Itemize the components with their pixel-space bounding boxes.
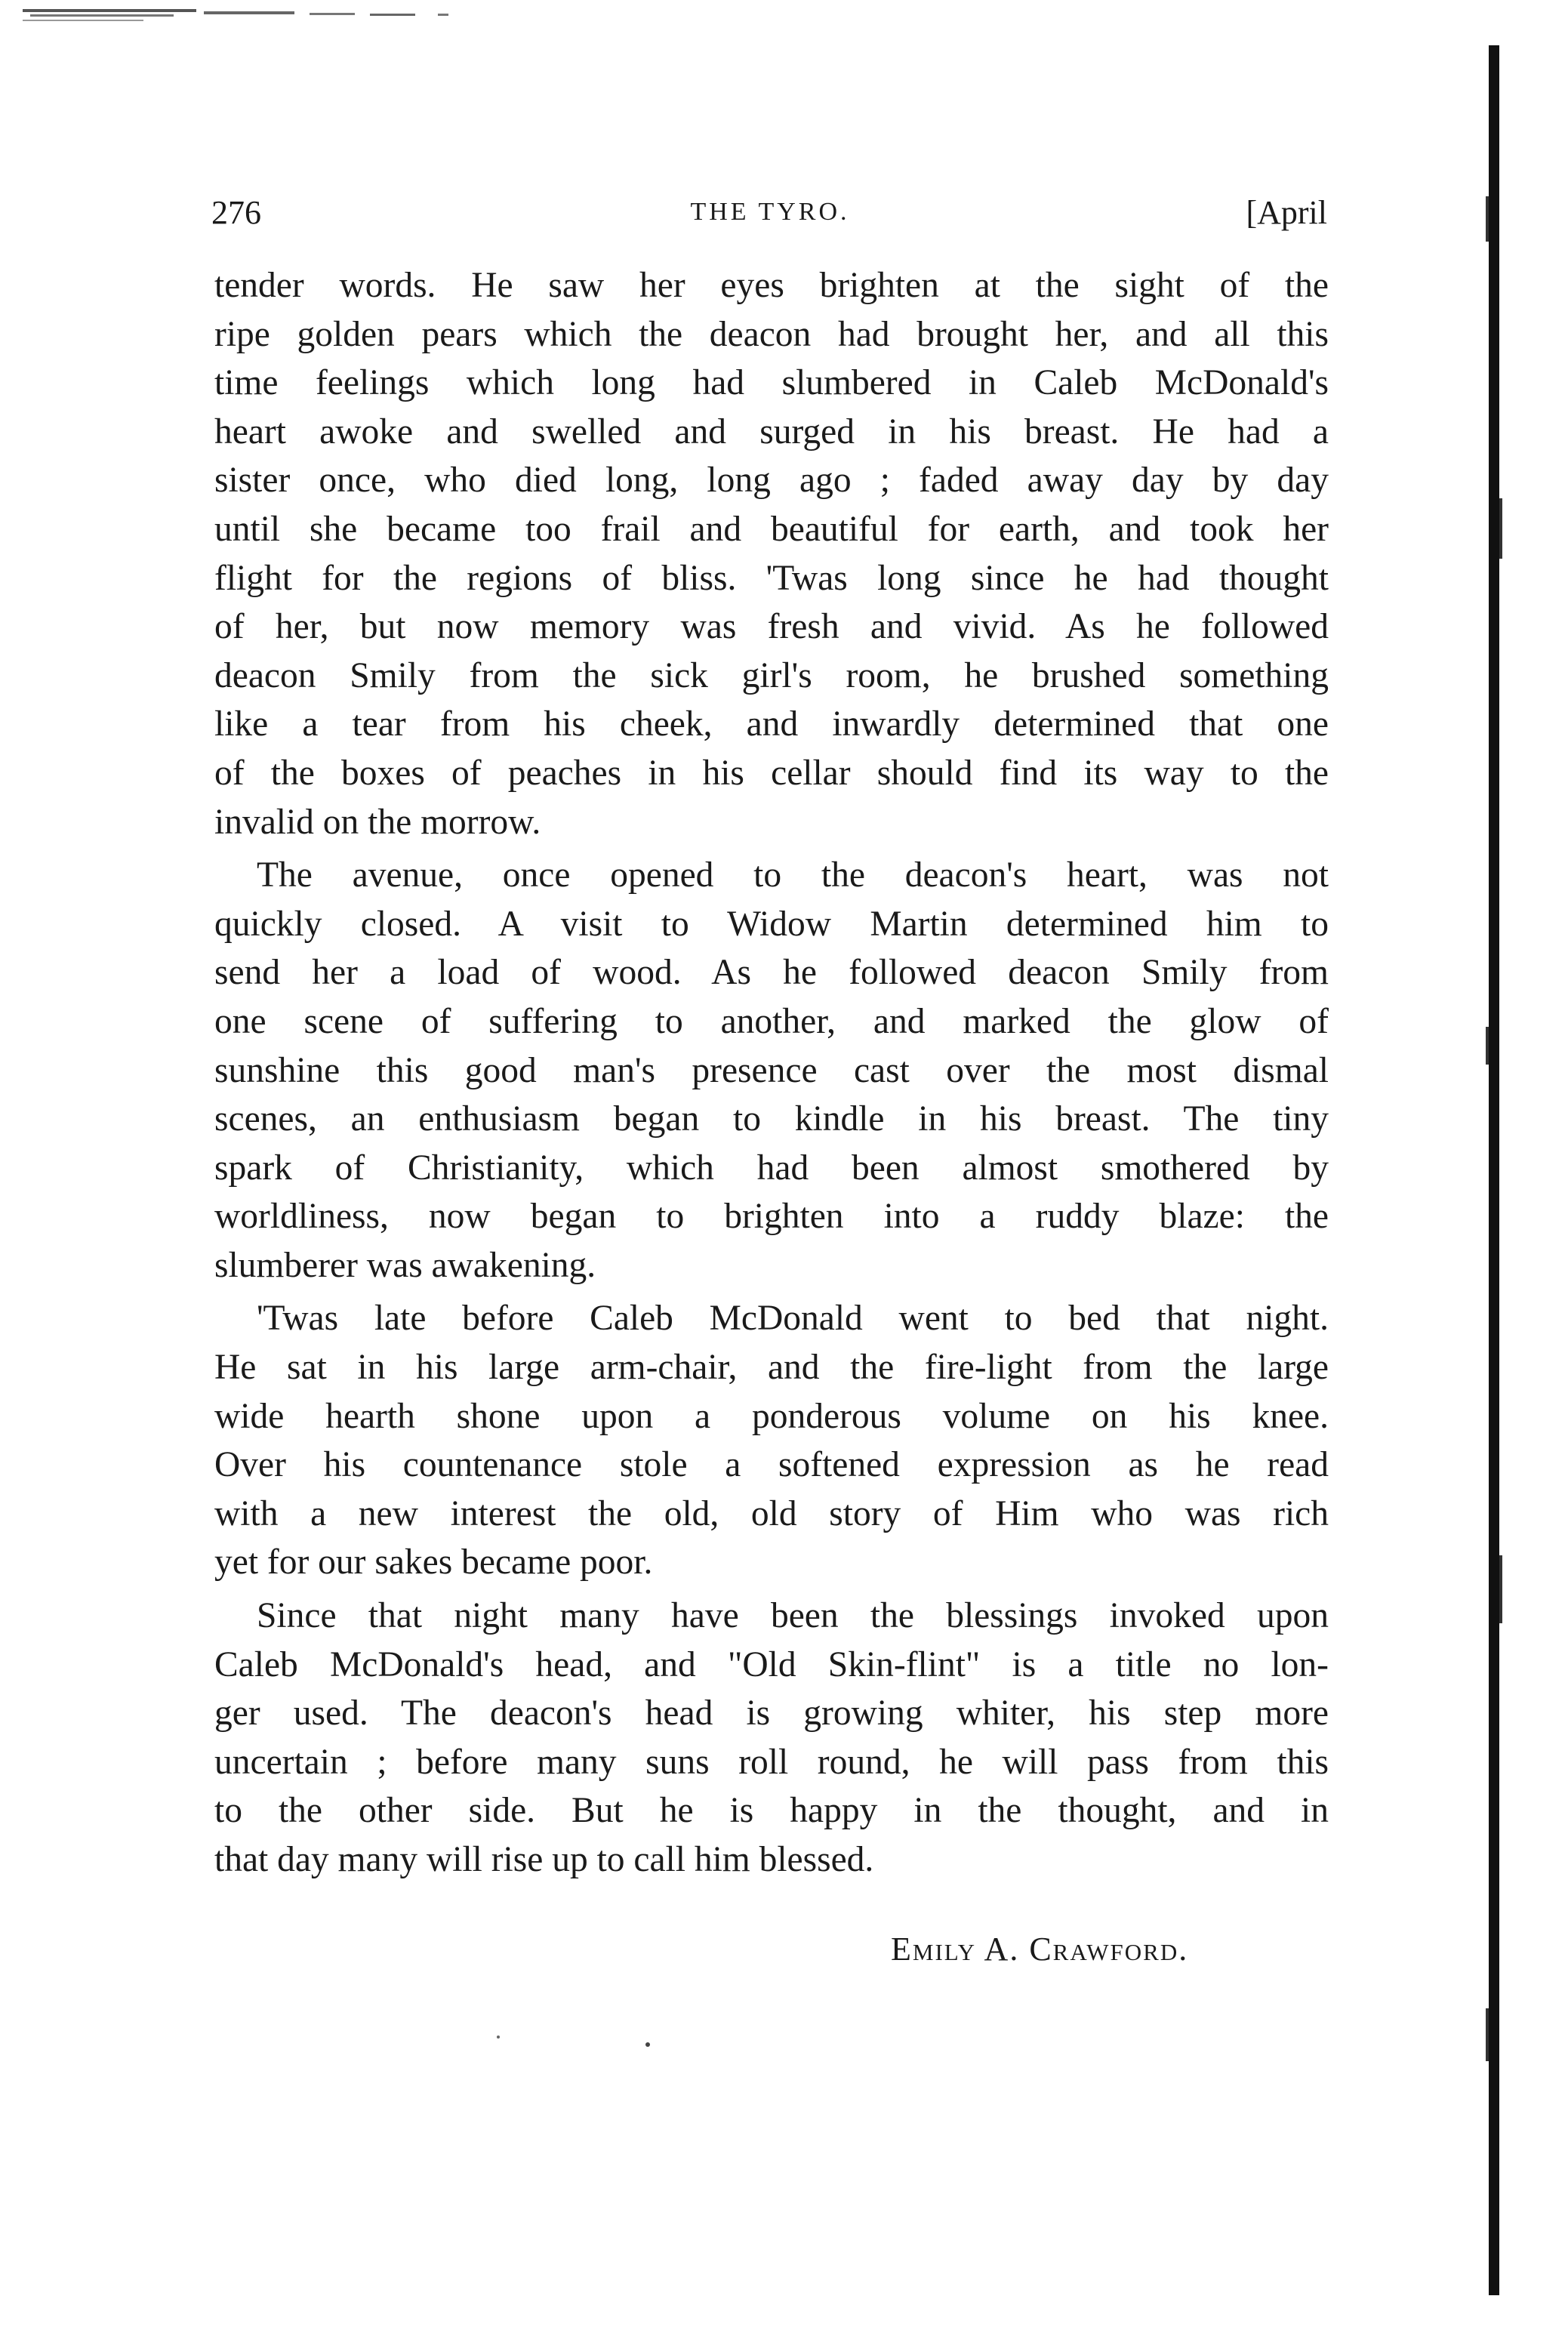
text-line: slumberer was awakening.	[214, 1245, 596, 1285]
text-line: 'Twas late before Caleb McDonald went to bed that night.	[257, 1299, 1329, 1339]
paragraph-1	[214, 261, 1329, 846]
page-edge-shadow	[1486, 45, 1502, 2295]
text-line: heart awoke and swelled and surged in his breast. He had a	[214, 411, 1329, 451]
text-line: of her, but now memory was fresh and vivid. As he followed	[214, 607, 1329, 647]
text-line: of the boxes of peaches in his cellar should find its way to the	[214, 753, 1329, 793]
text-line: invalid on the morrow.	[214, 802, 541, 842]
text-line: to the other side. But he is happy in the thought, and in	[214, 1791, 1329, 1831]
running-title: THE TYRO.	[690, 198, 850, 226]
text-line: ger used. The deacon's head is growing whiter, his step more	[214, 1693, 1329, 1734]
text-line: send her a load of wood. As he followed deacon Smily from	[214, 953, 1329, 993]
paragraph-4	[214, 1592, 1329, 1885]
text-line: spark of Christianity, which had been almost smothered by	[214, 1148, 1329, 1188]
print-smudge	[23, 8, 461, 24]
text-line: like a tear from his cheek, and inwardly determined that one	[214, 704, 1329, 744]
author-signature: Emily A. Crawford.	[891, 1931, 1189, 1968]
print-specks	[483, 2031, 710, 2054]
text-line: with a new interest the old, old story of Him who was rich	[214, 1493, 1329, 1533]
text-line: Caleb McDonald's head, and "Old Skin-flint" is a title no lon-	[214, 1644, 1329, 1684]
text-line: time feelings which long had slumbered in Caleb McDonald's	[214, 363, 1329, 403]
running-header	[211, 193, 1329, 239]
text-line: scenes, an enthusiasm began to kindle in his breast. The tiny	[214, 1099, 1329, 1139]
page-number: 276	[211, 194, 261, 231]
text-line: ripe golden pears which the deacon had brought her, and all this	[214, 314, 1329, 354]
text-line: quickly closed. A visit to Widow Martin determined him to	[214, 904, 1329, 944]
text-line: He sat in his large arm-chair, and the fire-light from the large	[214, 1348, 1329, 1388]
text-line: worldliness, now began to brighten into a ruddy blaze: the	[214, 1197, 1329, 1237]
text-line: Over his countenance stole a softened expression as he read	[214, 1445, 1329, 1485]
text-line: sunshine this good man's presence cast over the most dismal	[214, 1050, 1329, 1090]
text-line: until she became too frail and beautiful for earth, and took her	[214, 509, 1329, 549]
text-line: Since that night many have been the blessings invoked upon	[257, 1596, 1329, 1636]
text-line: uncertain ; before many suns roll round, he will pass from this	[214, 1742, 1329, 1782]
text-line: sister once, who died long, long ago ; faded away day by day	[214, 461, 1329, 501]
header-month: [April	[1246, 194, 1327, 231]
paragraph-3	[214, 1294, 1329, 1587]
text-line: deacon Smily from the sick girl's room, he brushed something	[214, 655, 1329, 695]
text-line: The avenue, once opened to the deacon's heart, was not	[257, 855, 1329, 895]
text-line: that day many will rise up to call him blessed.	[214, 1840, 874, 1879]
text-line: tender words. He saw her eyes brighten at the sight of the	[214, 266, 1329, 305]
text-line: flight for the regions of bliss. 'Twas long since he had thought	[214, 558, 1329, 598]
text-line: one scene of suffering to another, and marked the glow of	[214, 1001, 1329, 1041]
article-body	[214, 261, 1329, 1889]
text-line: wide hearth shone upon a ponderous volume on his knee.	[214, 1396, 1329, 1436]
paragraph-2	[214, 851, 1329, 1290]
text-line: yet for our sakes became poor.	[214, 1542, 653, 1583]
